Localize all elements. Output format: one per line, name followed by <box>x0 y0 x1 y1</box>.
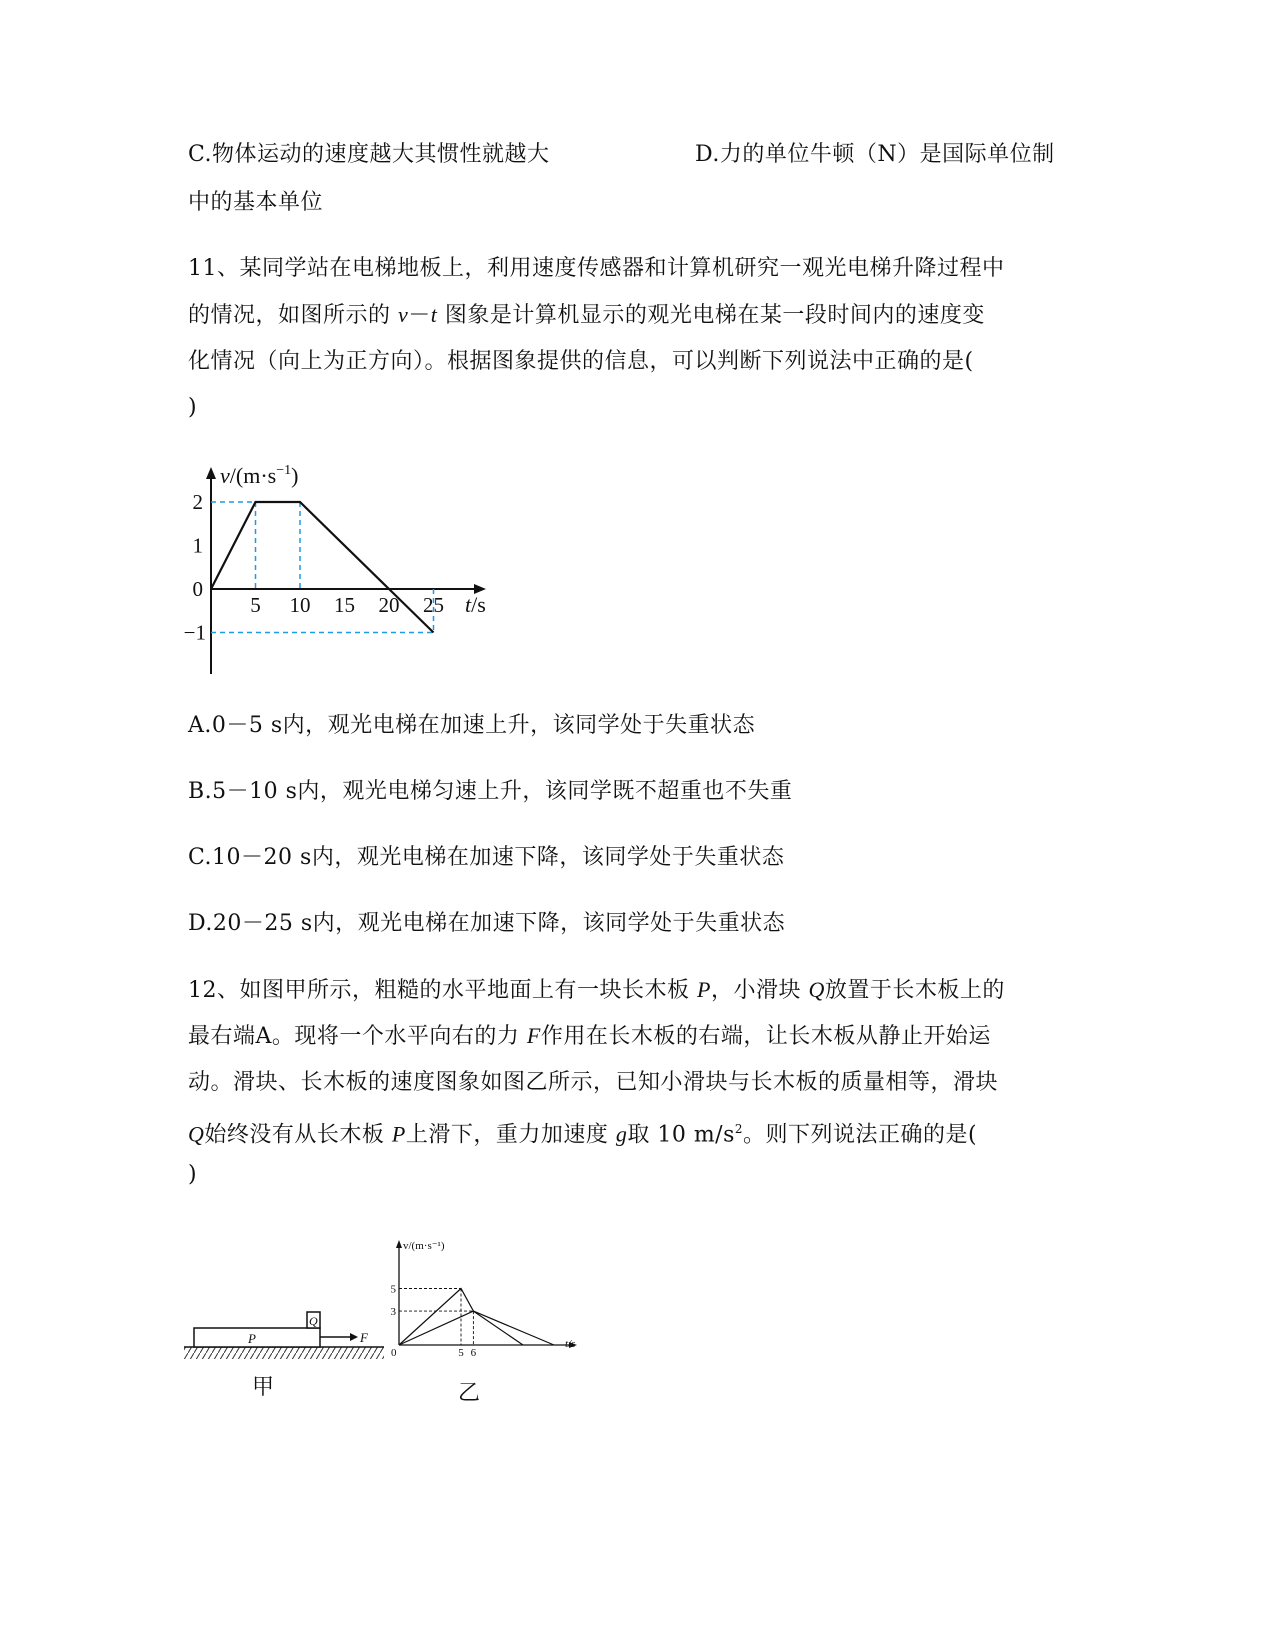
board-p <box>194 1328 320 1347</box>
c2-origin-label: 0 <box>391 1347 397 1359</box>
figure-jia <box>182 1303 392 1363</box>
c1-y-tick-0: 2 <box>192 490 203 514</box>
c1-y-axis-arrow <box>206 467 216 479</box>
figure-yi-caption: 乙 <box>458 1381 481 1406</box>
q10-option-d: D.力的单位牛顿（N）是国际单位制 <box>695 142 1055 167</box>
c2-y-label: v/(m·s⁻¹) <box>403 1240 445 1252</box>
c2-y-axis-arrow <box>396 1240 402 1248</box>
q10-option-c: C.物体运动的速度越大其惯性就越大 <box>188 142 550 167</box>
c2-series-line-1 <box>399 1311 473 1345</box>
force-arrowhead <box>350 1333 358 1341</box>
ground-hatching <box>184 1347 384 1359</box>
c2-y-tick-3: 3 <box>390 1306 396 1319</box>
figure-jia-caption: 甲 <box>252 1375 275 1400</box>
c1-x-label: t/s <box>465 592 486 617</box>
c1-y-tick-3: −1 <box>183 620 206 645</box>
c1-series-line <box>211 502 434 633</box>
c1-y-tick-1: 1 <box>192 533 203 558</box>
c1-x-tick-15: 15 <box>334 593 355 617</box>
c1-x-tick-25: 25 <box>423 593 444 617</box>
q10-option-d-continued: 中的基本单位 <box>188 190 324 215</box>
q11-option-d: D.20－25 s内，观光电梯在加速下降，该同学处于失重状态 <box>188 911 786 936</box>
q12-stem-line-5: ) <box>188 1162 198 1187</box>
figure-yi-vt-chart <box>385 1234 595 1369</box>
force-label: F <box>360 1330 368 1345</box>
c2-y-tick-5: 5 <box>390 1283 396 1296</box>
c2-board-decel-line <box>473 1311 523 1345</box>
c1-y-label: $v/(m\cdot s^{-1})$ <box>220 463 299 488</box>
c1-x-tick-5: 5 <box>250 593 261 617</box>
q12-stem-line-1: 12、如图甲所示，粗糙的水平地面上有一块长木板 P，小滑块 Q放置于长木板上的 <box>188 977 1005 1003</box>
q11-option-c: C.10－20 s内，观光电梯在加速下降，该同学处于失重状态 <box>188 845 785 870</box>
c2-x-tick-6: 6 <box>470 1347 477 1359</box>
q11-option-a: A.0－5 s内，观光电梯在加速上升，该同学处于失重状态 <box>188 713 756 738</box>
c1-x-tick-10: 10 <box>289 593 311 617</box>
q12-stem-line-4: Q始终没有从长木板 P上滑下，重力加速度 g取 10 $m/s^2$。则下列说法正确的是( <box>188 1121 978 1148</box>
c2-x-label: t/s <box>565 1338 576 1350</box>
q12-stem-line-3: 动。滑块、长木板的速度图象如图乙所示，已知小滑块与长木板的质量相等，滑块 <box>188 1070 999 1095</box>
q11-stem-line-4: ) <box>188 395 198 420</box>
c2-block-decel-line <box>473 1311 554 1345</box>
q11-stem-line-3: 化情况（向上为正方向）。根据图象提供的信息，可以判断下列说法中正确的是( <box>188 349 974 374</box>
c1-x-tick-20: 20 <box>378 593 400 617</box>
q11-option-b: B.5－10 s内，观光电梯匀速上升，该同学既不超重也不失重 <box>188 779 793 804</box>
q11-vt-chart <box>180 458 500 688</box>
block-q-label: Q <box>309 1314 318 1328</box>
q11-stem-line-1: 11、某同学站在电梯地板上，利用速度传感器和计算机研究一观光电梯升降过程中 <box>188 256 1005 281</box>
q12-stem-line-2: 最右端A。现将一个水平向右的力 F作用在长木板的右端，让长木板从静止开始运 <box>188 1023 991 1049</box>
q11-stem-line-2: 的情况，如图所示的 v－t 图象是计算机显示的观光电梯在某一段时间内的速度变 <box>188 302 985 328</box>
c1-y-tick-2: 0 <box>192 577 203 601</box>
board-p-label: P <box>248 1331 256 1346</box>
c2-x-tick-5: 5 <box>458 1347 464 1359</box>
